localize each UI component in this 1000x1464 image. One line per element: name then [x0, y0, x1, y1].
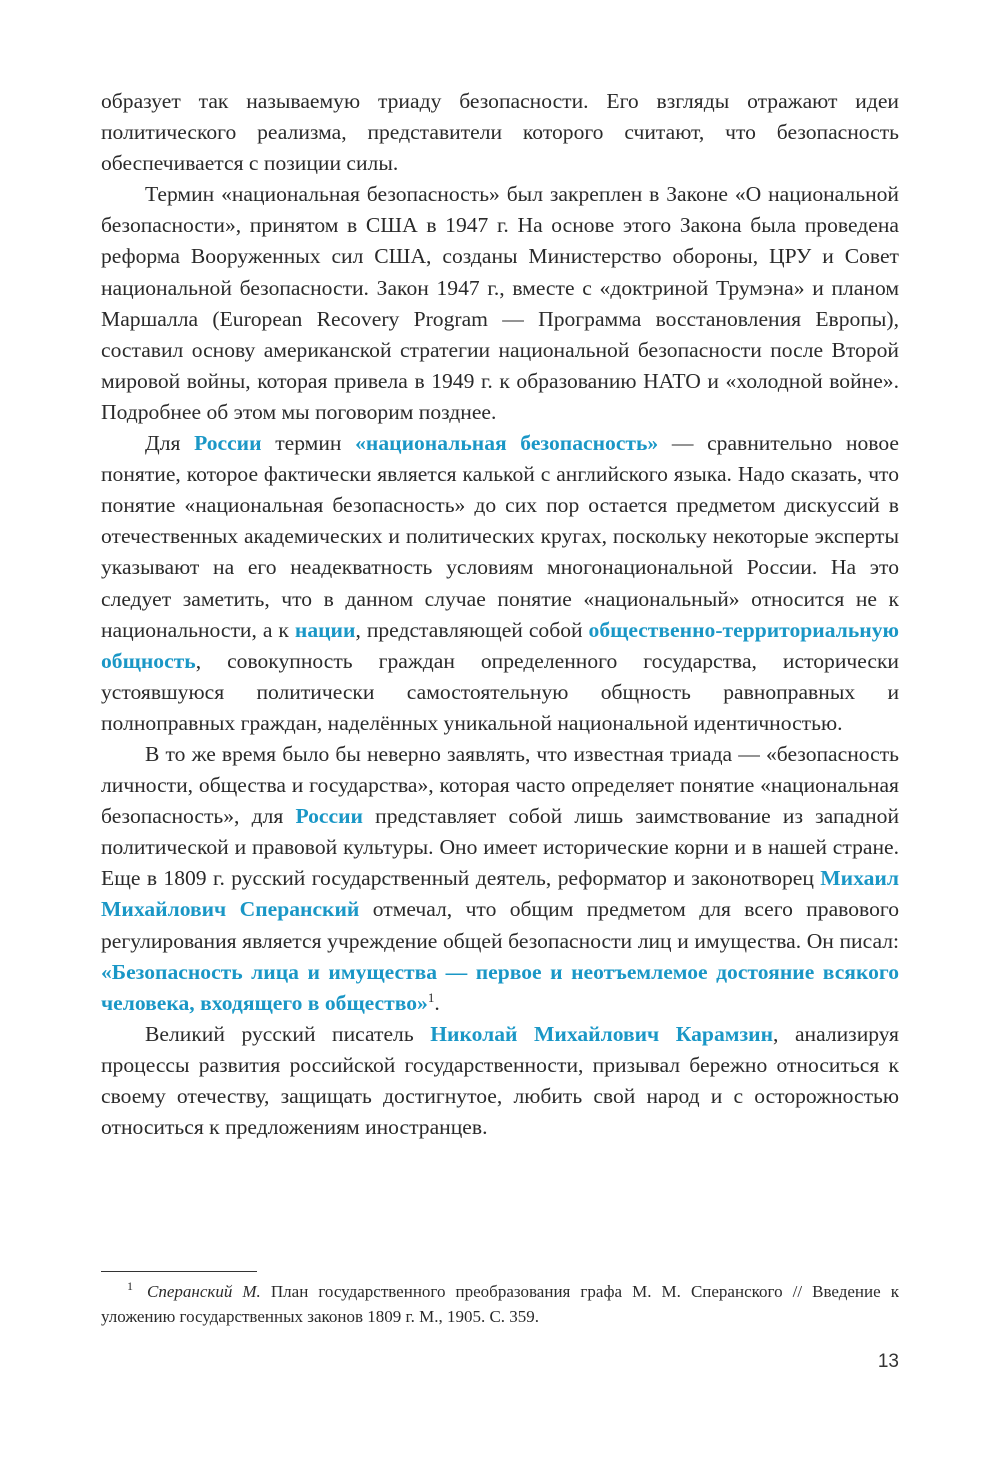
page-number: 13: [877, 1351, 899, 1372]
p4-text-3: отмечал, что общим предметом для всего правового регулирования является учреждение общей безопасности лиц и имущества. Он писал:: [101, 897, 899, 953]
footnote-text: План государственного преобразования графа М. М. Сперанского // Введение к уложению государственных законов 1809 г. М., 1905. С. 359.: [101, 1282, 900, 1326]
p3-text-5: , совокупность граждан определенного государства, исторически устоявшуюся политически самостоятельную общность равноправных и полноправных граждан, наделённых уникальной национальной идентичностью.: [101, 648, 899, 735]
highlight-speransky: Михаил Михайлович Сперанский: [101, 866, 899, 922]
p4-text-4: .: [434, 990, 440, 1015]
highlight-karamzin: Николай Михайлович Карамзин: [430, 1021, 774, 1046]
p3-text-1: Для: [145, 431, 195, 456]
highlight-community: общественно-территориальную общность: [101, 617, 899, 673]
p5-text-1: Великий русский писатель: [145, 1021, 431, 1046]
body-text: [101, 86, 899, 1143]
paragraph-2: [101, 179, 899, 428]
p5-text-2: , анализируя процессы развития российской государственности, призывал бережно относиться к своему отечеству, защищать достигнутое, любить свой народ и с осторожностью относиться к предложениям иностранцев.: [101, 1021, 899, 1140]
highlight-russia: России: [194, 431, 262, 456]
p3-text-4: , представляющей собой: [355, 617, 589, 642]
footnote-ref[interactable]: 1: [427, 989, 435, 1005]
footnote-author: Сперанский М.: [147, 1282, 261, 1301]
footnote-divider: [101, 1271, 257, 1272]
p4-text-1: В то же время было бы неверно заявлять, что известная триада — «безопасность личности, общества и государства», которая часто определяет понятие «национальная безопасность», для: [101, 741, 899, 829]
p3-text-3: — сравнительно новое понятие, которое фактически является калькой с английского языка. Надо сказать, что понятие «национальная безопасность» до сих пор остается предметом дискуссий в отечественных академических и политических кругах, поскольку некоторые эксперты указывают на его неадекватность условиям многонациональной России. На это следует заметить, что в данном случае понятие «национальный» относится не к национальности, а к: [101, 431, 899, 642]
highlight-russia-2: России: [295, 804, 363, 829]
footnote: 1 Сперанский М. План государственного преобразования графа М. М. Сперанского // Введение к уложению государственных законов 1809 г. М., 1905. С. 359.: [101, 1279, 900, 1326]
highlight-national-security: «национальная безопасность»: [355, 431, 659, 456]
paragraph-3: [101, 428, 899, 739]
highlight-quote: «Безопасность лица и имущества — первое и неотъемлемое достояние всякого человека, входящего в общество»: [101, 959, 899, 1015]
paragraph-1: [101, 86, 899, 179]
p4-text-2: представляет собой лишь заимствование из западной политической и правовой культуры. Оно имеет исторические корни и в нашей стране. Еще в 1809 г. русский государственный деятель, реформатор и законотворец: [101, 804, 900, 891]
p2-text: Термин «национальная безопасность» был закреплен в Законе «О национальной безопасности», принятом в США в 1947 г. На основе этого Закона была проведена реформа Вооруженных сил США, созданы Министерство обороны, ЦРУ и Совет национальной безопасности. Закон 1947 г., вместе с «доктриной Трумэна» и планом Маршалла (European Recovery Program — Программа восстановления Европы), составил основу американской стратегии национальной безопасности после Второй мировой войны, которая привела в 1949 г. к образованию НАТО и «холодной войне». Подробнее об этом мы поговорим позднее.: [101, 182, 899, 424]
paragraph-5: [101, 1019, 899, 1143]
p1-text: образует так называемую триаду безопасности. Его взгляды отражают идеи политического реализма, представители которого считают, что безопасность обеспечивается с позиции силы.: [101, 89, 899, 176]
p3-text-2: термин: [261, 431, 356, 456]
paragraph-4: [101, 739, 899, 1019]
highlight-nation: нации: [294, 617, 356, 642]
